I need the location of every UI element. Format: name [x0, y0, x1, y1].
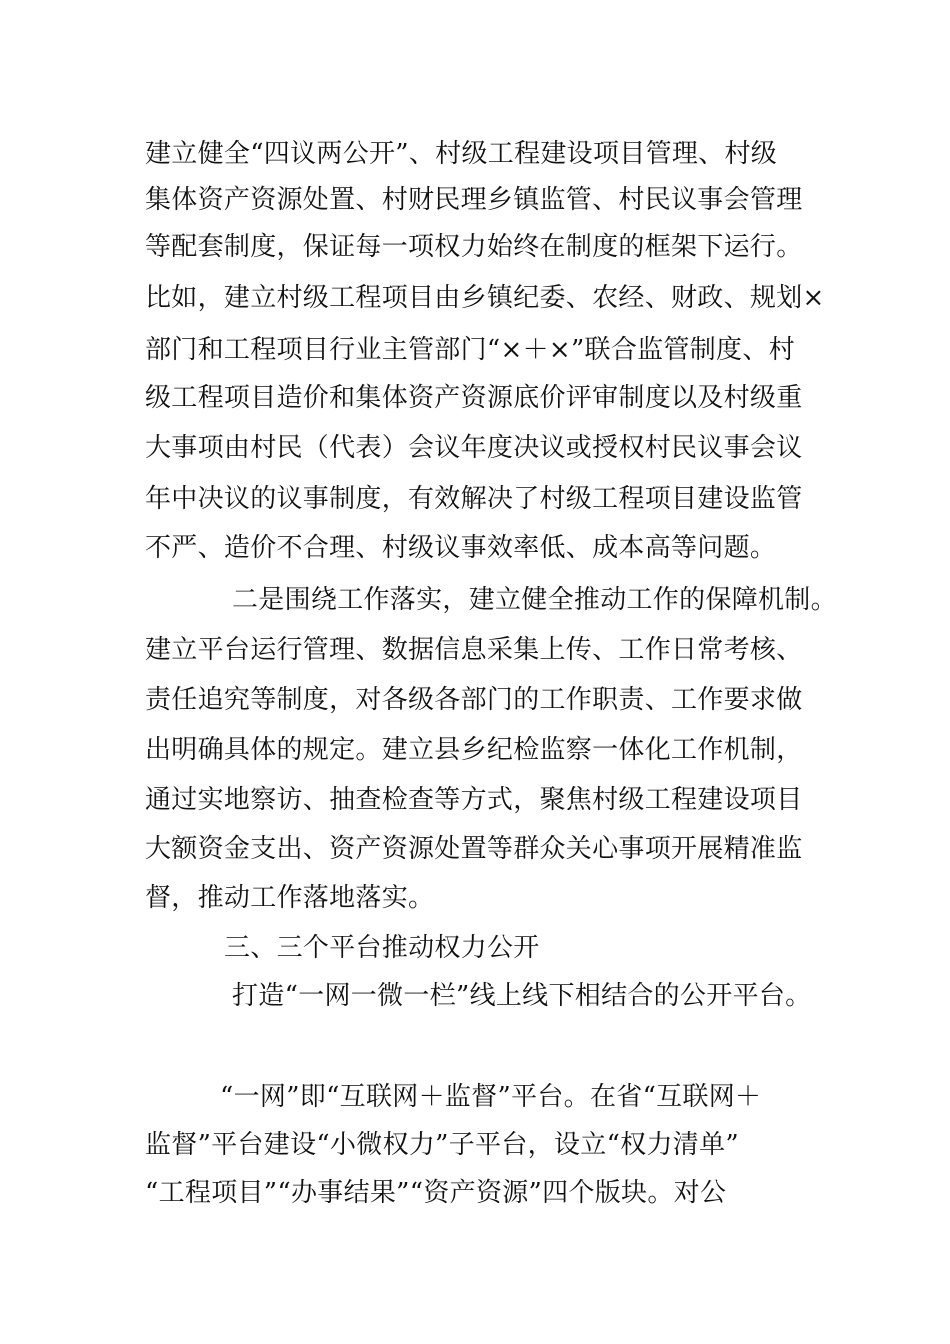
- body-text-line: “工程项目”“办事结果”“资产资源”四个版块。对公: [145, 1178, 727, 1208]
- body-text-line: 部门和工程项目行业主管部门“×＋×”联合监管制度、村: [145, 335, 795, 365]
- body-text-line: 大额资金支出、资产资源处置等群众关心事项开展精准监: [145, 834, 803, 864]
- body-text-line: 不严、造价不合理、村级议事效率低、成本高等问题。: [145, 533, 777, 563]
- body-text-line: 等配套制度，保证每一项权力始终在制度的框架下运行。: [145, 232, 803, 262]
- body-text-line: 集体资产资源处置、村财民理乡镇监管、村民议事会管理: [145, 185, 803, 215]
- section-lead-line: 打造“一网一微一栏”线上线下相结合的公开平台。: [232, 981, 812, 1011]
- body-text-line: 出明确具体的规定。建立县乡纪检监察一体化工作机制，: [145, 735, 803, 765]
- body-text-line: 级工程项目造价和集体资产资源底价评审制度以及村级重: [145, 383, 803, 413]
- section-heading: 三、三个平台推动权力公开: [224, 933, 540, 963]
- body-text-line: 监督”平台建设“小微权力”子平台，设立“权力清单”: [145, 1130, 739, 1160]
- paragraph-lead-line: “一网”即“互联网＋监督”平台。在省“互联网＋: [220, 1082, 762, 1112]
- body-text-line: 大事项由村民（代表）会议年度决议或授权村民议事会议: [145, 433, 803, 463]
- body-text-line: 年中决议的议事制度，有效解决了村级工程项目建设监管: [145, 484, 803, 514]
- body-text-line: 比如，建立村级工程项目由乡镇纪委、农经、财政、规划×: [145, 283, 825, 313]
- body-text-line: 督，推动工作落地落实。: [145, 883, 435, 913]
- body-text-line: 责任追究等制度，对各级各部门的工作职责、工作要求做: [145, 685, 803, 715]
- section-lead-line: 二是围绕工作落实，建立健全推动工作的保障机制。: [232, 585, 837, 615]
- body-text-line: 建立平台运行管理、数据信息采集上传、工作日常考核、: [145, 635, 803, 665]
- body-text-line: 建立健全“四议两公开”、村级工程建设项目管理、村级: [145, 139, 778, 169]
- body-text-line: 通过实地察访、抽查检查等方式，聚焦村级工程建设项目: [145, 785, 803, 815]
